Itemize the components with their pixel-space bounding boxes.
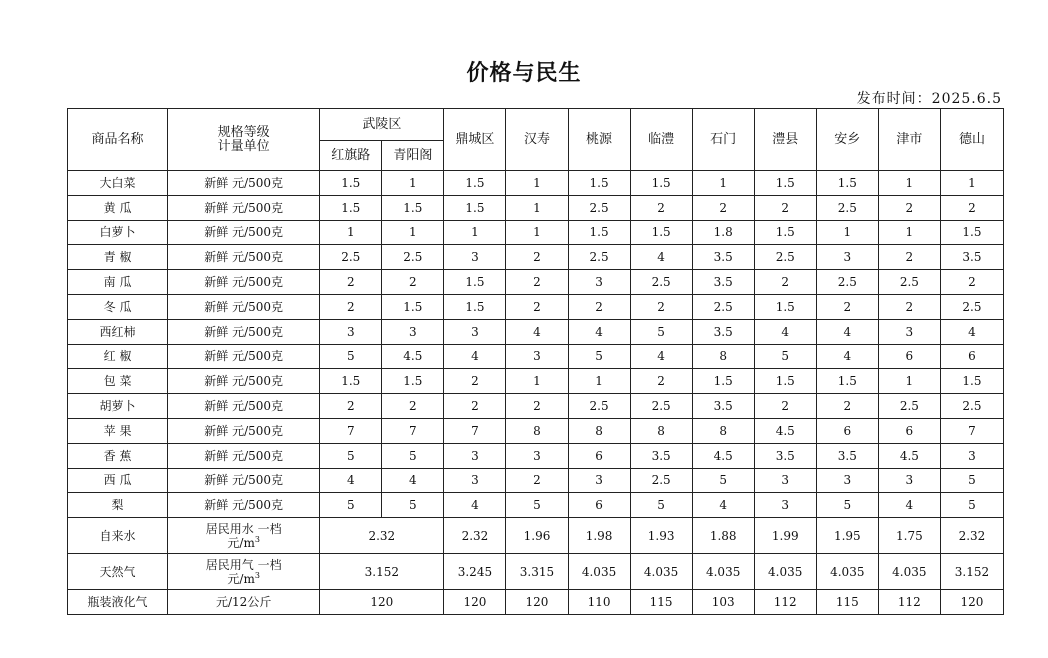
price-cell: 5 — [382, 493, 444, 518]
spec-cell: 新鲜 元/500克 — [168, 369, 320, 394]
price-cell: 1.5 — [754, 294, 816, 319]
price-cell: 3 — [444, 443, 506, 468]
header-district: 汉寿 — [506, 109, 568, 171]
price-cell: 3 — [444, 319, 506, 344]
price-cell: 6 — [568, 493, 630, 518]
price-cell: 8 — [692, 418, 754, 443]
price-cell: 4 — [444, 493, 506, 518]
spec-unit: 元/m — [227, 535, 255, 550]
price-cell: 3 — [444, 245, 506, 270]
price-cell: 3 — [320, 319, 382, 344]
product-name-cell: 红 椒 — [68, 344, 168, 369]
header-district: 德山 — [940, 109, 1003, 171]
header-district: 桃源 — [568, 109, 630, 171]
price-cell: 1.5 — [816, 171, 878, 196]
price-cell: 3 — [940, 443, 1003, 468]
spec-unit: 元/m — [227, 571, 255, 586]
price-cell: 4 — [630, 245, 692, 270]
price-cell: 2 — [816, 294, 878, 319]
table-row — [68, 344, 1004, 369]
price-cell: 1 — [816, 220, 878, 245]
price-cell: 1.93 — [630, 518, 692, 554]
price-cell: 1.5 — [382, 294, 444, 319]
price-cell: 4.035 — [568, 554, 630, 590]
price-cell: 3.5 — [692, 394, 754, 419]
price-cell: 7 — [940, 418, 1003, 443]
price-cell: 2 — [754, 270, 816, 295]
price-cell: 2 — [816, 394, 878, 419]
price-cell: 7 — [444, 418, 506, 443]
spec-cell: 新鲜 元/500克 — [168, 294, 320, 319]
header-district: 澧县 — [754, 109, 816, 171]
price-cell: 2 — [940, 270, 1003, 295]
price-cell: 2 — [444, 369, 506, 394]
spec-cell: 新鲜 元/500克 — [168, 468, 320, 493]
product-name-cell: 胡萝卜 — [68, 394, 168, 419]
price-cell: 2.5 — [878, 270, 940, 295]
price-cell: 3 — [754, 468, 816, 493]
price-cell: 1 — [568, 369, 630, 394]
price-cell: 1.88 — [692, 518, 754, 554]
price-cell: 2 — [568, 294, 630, 319]
price-cell: 5 — [320, 443, 382, 468]
price-cell: 1.5 — [940, 220, 1003, 245]
product-name-cell: 瓶装液化气 — [68, 590, 168, 615]
table-row — [68, 220, 1004, 245]
price-cell: 5 — [506, 493, 568, 518]
price-cell: 3 — [444, 468, 506, 493]
price-cell: 4 — [320, 468, 382, 493]
price-cell: 5 — [692, 468, 754, 493]
price-cell: 8 — [692, 344, 754, 369]
header-district: 津市 — [878, 109, 940, 171]
price-cell: 3 — [568, 468, 630, 493]
price-cell: 112 — [754, 590, 816, 615]
price-cell: 4 — [816, 344, 878, 369]
table-row — [68, 468, 1004, 493]
price-cell: 1.98 — [568, 518, 630, 554]
price-cell: 2 — [940, 195, 1003, 220]
table-row — [68, 245, 1004, 270]
price-cell: 4 — [940, 319, 1003, 344]
header-hongqi: 红旗路 — [320, 141, 382, 171]
product-name-cell: 梨 — [68, 493, 168, 518]
price-cell: 6 — [816, 418, 878, 443]
spec-unit-exponent: 3 — [254, 570, 260, 580]
price-cell: 2.5 — [568, 195, 630, 220]
price-cell: 3.152 — [320, 554, 444, 590]
header-district: 鼎城区 — [444, 109, 506, 171]
header-district: 临澧 — [630, 109, 692, 171]
price-cell: 1 — [320, 220, 382, 245]
price-cell: 1 — [506, 220, 568, 245]
price-cell: 1.5 — [382, 369, 444, 394]
header-wuling: 武陵区 — [320, 109, 444, 141]
price-cell: 5 — [816, 493, 878, 518]
price-cell: 3 — [506, 443, 568, 468]
header-spec — [168, 109, 320, 171]
price-cell: 1.5 — [320, 195, 382, 220]
price-cell: 1.5 — [568, 171, 630, 196]
price-cell: 1 — [940, 171, 1003, 196]
header-spec-line1: 规格等级 — [217, 124, 270, 140]
price-cell: 2 — [506, 394, 568, 419]
price-cell: 120 — [506, 590, 568, 615]
price-cell: 2.5 — [320, 245, 382, 270]
price-table — [67, 108, 1004, 615]
price-cell: 5 — [320, 344, 382, 369]
table-row — [68, 418, 1004, 443]
price-cell: 1.75 — [878, 518, 940, 554]
price-cell: 3.5 — [754, 443, 816, 468]
product-name-cell: 青 椒 — [68, 245, 168, 270]
price-cell: 5 — [940, 468, 1003, 493]
price-cell: 1 — [382, 171, 444, 196]
spec-line1: 居民用水 一档 — [205, 521, 282, 536]
price-cell: 3 — [382, 319, 444, 344]
price-cell: 2 — [320, 294, 382, 319]
price-cell: 2 — [630, 294, 692, 319]
price-cell: 2.5 — [940, 294, 1003, 319]
price-cell: 1.5 — [320, 171, 382, 196]
price-cell: 115 — [630, 590, 692, 615]
header-product-name: 商品名称 — [68, 109, 168, 171]
price-cell: 2 — [320, 270, 382, 295]
price-cell: 4.5 — [878, 443, 940, 468]
price-cell: 3.315 — [506, 554, 568, 590]
price-cell: 2.5 — [816, 270, 878, 295]
product-name-cell: 西红柿 — [68, 319, 168, 344]
product-name-cell: 西 瓜 — [68, 468, 168, 493]
price-cell: 120 — [444, 590, 506, 615]
price-cell: 2 — [692, 195, 754, 220]
table-row — [68, 394, 1004, 419]
price-cell: 1.5 — [630, 171, 692, 196]
price-cell: 7 — [320, 418, 382, 443]
price-cell: 1.95 — [816, 518, 878, 554]
price-cell: 1.5 — [816, 369, 878, 394]
spec-cell: 元/12公斤 — [168, 590, 320, 615]
price-cell: 1.5 — [444, 294, 506, 319]
price-cell: 2 — [506, 468, 568, 493]
price-cell: 1.5 — [692, 369, 754, 394]
spec-cell: 新鲜 元/500克 — [168, 220, 320, 245]
price-cell: 112 — [878, 590, 940, 615]
price-cell: 4 — [816, 319, 878, 344]
price-cell: 1.5 — [754, 171, 816, 196]
price-cell: 2.5 — [878, 394, 940, 419]
product-name-cell: 苹 果 — [68, 418, 168, 443]
price-cell: 1 — [506, 369, 568, 394]
price-cell: 2 — [506, 270, 568, 295]
price-cell: 6 — [878, 344, 940, 369]
price-cell: 1 — [506, 195, 568, 220]
price-cell: 2.5 — [816, 195, 878, 220]
price-cell: 5 — [320, 493, 382, 518]
price-cell: 2.5 — [630, 468, 692, 493]
price-cell: 3.245 — [444, 554, 506, 590]
price-cell: 4 — [382, 468, 444, 493]
price-cell: 3.152 — [940, 554, 1003, 590]
price-cell: 3 — [816, 245, 878, 270]
price-cell: 3.5 — [630, 443, 692, 468]
price-cell: 4.035 — [816, 554, 878, 590]
price-cell: 2.5 — [382, 245, 444, 270]
price-cell: 2 — [444, 394, 506, 419]
price-cell: 1 — [382, 220, 444, 245]
product-name-cell: 白萝卜 — [68, 220, 168, 245]
price-cell: 3.5 — [692, 270, 754, 295]
header-spec-line2: 计量单位 — [217, 138, 270, 154]
price-cell: 5 — [940, 493, 1003, 518]
product-name-cell: 自来水 — [68, 518, 168, 554]
spec-cell: 新鲜 元/500克 — [168, 195, 320, 220]
price-cell: 2.5 — [940, 394, 1003, 419]
price-cell: 1.5 — [382, 195, 444, 220]
price-cell: 1.5 — [754, 369, 816, 394]
price-cell: 2 — [506, 294, 568, 319]
price-cell: 2 — [878, 294, 940, 319]
price-cell: 2 — [506, 245, 568, 270]
spec-cell: 新鲜 元/500克 — [168, 344, 320, 369]
price-cell: 2.5 — [754, 245, 816, 270]
spec-cell: 新鲜 元/500克 — [168, 394, 320, 419]
product-name-cell: 香 蕉 — [68, 443, 168, 468]
product-name-cell: 天然气 — [68, 554, 168, 590]
price-cell: 1.5 — [940, 369, 1003, 394]
price-cell: 3 — [816, 468, 878, 493]
product-name-cell: 冬 瓜 — [68, 294, 168, 319]
spec-cell: 新鲜 元/500克 — [168, 171, 320, 196]
table-row — [68, 590, 1004, 615]
spec-cell: 新鲜 元/500克 — [168, 493, 320, 518]
price-cell: 1.8 — [692, 220, 754, 245]
price-cell: 110 — [568, 590, 630, 615]
price-cell: 4.035 — [754, 554, 816, 590]
header-district: 安乡 — [816, 109, 878, 171]
product-name-cell: 大白菜 — [68, 171, 168, 196]
price-cell: 4.035 — [692, 554, 754, 590]
price-cell: 2.32 — [320, 518, 444, 554]
table-row — [68, 195, 1004, 220]
price-cell: 2 — [878, 245, 940, 270]
table-row — [68, 319, 1004, 344]
price-cell: 1 — [878, 220, 940, 245]
price-cell: 4 — [692, 493, 754, 518]
spec-line1: 居民用气 一档 — [205, 557, 282, 572]
price-cell: 1.99 — [754, 518, 816, 554]
header-district: 石门 — [692, 109, 754, 171]
price-cell: 1 — [506, 171, 568, 196]
price-cell: 3.5 — [692, 319, 754, 344]
table-row — [68, 443, 1004, 468]
spec-cell — [168, 554, 320, 590]
price-cell: 2 — [754, 394, 816, 419]
price-cell: 2.5 — [568, 245, 630, 270]
publish-date: 发布时间：2025.6.5 — [856, 91, 1002, 107]
price-cell: 1 — [692, 171, 754, 196]
price-cell: 5 — [568, 344, 630, 369]
price-cell: 2.5 — [630, 270, 692, 295]
price-cell: 1.5 — [444, 270, 506, 295]
price-cell: 1 — [878, 171, 940, 196]
price-cell: 4.5 — [754, 418, 816, 443]
price-cell: 3.5 — [816, 443, 878, 468]
price-cell: 1.5 — [754, 220, 816, 245]
price-cell: 5 — [630, 319, 692, 344]
price-cell: 2.5 — [568, 394, 630, 419]
price-cell: 1.5 — [444, 195, 506, 220]
table-row — [68, 493, 1004, 518]
price-cell: 115 — [816, 590, 878, 615]
price-cell: 1 — [878, 369, 940, 394]
header-qingyang: 青阳阁 — [382, 141, 444, 171]
price-cell: 2.32 — [444, 518, 506, 554]
spec-cell: 新鲜 元/500克 — [168, 418, 320, 443]
spec-cell: 新鲜 元/500克 — [168, 270, 320, 295]
price-cell: 3 — [754, 493, 816, 518]
product-name-cell: 南 瓜 — [68, 270, 168, 295]
spec-cell: 新鲜 元/500克 — [168, 319, 320, 344]
product-name-cell: 黄 瓜 — [68, 195, 168, 220]
table-row — [68, 171, 1004, 196]
price-cell: 4 — [878, 493, 940, 518]
price-cell: 103 — [692, 590, 754, 615]
price-cell: 2.5 — [692, 294, 754, 319]
spec-unit-exponent: 3 — [254, 534, 260, 544]
spec-cell — [168, 518, 320, 554]
price-cell: 4.035 — [630, 554, 692, 590]
price-cell: 3.5 — [940, 245, 1003, 270]
price-cell: 4 — [754, 319, 816, 344]
price-cell: 1.5 — [444, 171, 506, 196]
price-cell: 2 — [630, 369, 692, 394]
price-cell: 4.035 — [878, 554, 940, 590]
price-cell: 1.96 — [506, 518, 568, 554]
price-cell: 3 — [568, 270, 630, 295]
table-row — [68, 270, 1004, 295]
table-row — [68, 369, 1004, 394]
price-cell: 2 — [878, 195, 940, 220]
price-cell: 120 — [940, 590, 1003, 615]
price-cell: 6 — [568, 443, 630, 468]
price-cell: 3 — [878, 468, 940, 493]
spec-cell: 新鲜 元/500克 — [168, 443, 320, 468]
price-cell: 1.5 — [320, 369, 382, 394]
price-cell: 5 — [754, 344, 816, 369]
price-cell: 4 — [568, 319, 630, 344]
price-cell: 5 — [382, 443, 444, 468]
price-cell: 2.5 — [630, 394, 692, 419]
price-cell: 2 — [382, 270, 444, 295]
price-cell: 3 — [878, 319, 940, 344]
price-cell: 1.5 — [568, 220, 630, 245]
price-cell: 3.5 — [692, 245, 754, 270]
spec-cell: 新鲜 元/500克 — [168, 245, 320, 270]
table-row — [68, 518, 1004, 554]
price-cell: 6 — [878, 418, 940, 443]
price-cell: 7 — [382, 418, 444, 443]
price-cell: 120 — [320, 590, 444, 615]
price-cell: 4 — [506, 319, 568, 344]
price-cell: 1.5 — [630, 220, 692, 245]
price-cell: 2 — [382, 394, 444, 419]
price-cell: 2 — [320, 394, 382, 419]
price-cell: 4.5 — [692, 443, 754, 468]
table-row — [68, 294, 1004, 319]
price-cell: 2 — [630, 195, 692, 220]
price-cell: 2 — [754, 195, 816, 220]
price-cell: 4 — [444, 344, 506, 369]
price-cell: 3 — [506, 344, 568, 369]
page-title: 价格与民生 — [466, 61, 582, 86]
price-cell: 4.5 — [382, 344, 444, 369]
table-row — [68, 554, 1004, 590]
price-cell: 5 — [630, 493, 692, 518]
price-cell: 8 — [568, 418, 630, 443]
price-cell: 2.32 — [940, 518, 1003, 554]
price-cell: 6 — [940, 344, 1003, 369]
price-cell: 8 — [506, 418, 568, 443]
price-cell: 1 — [444, 220, 506, 245]
price-cell: 8 — [630, 418, 692, 443]
price-cell: 4 — [630, 344, 692, 369]
price-table-body — [68, 171, 1004, 615]
product-name-cell: 包 菜 — [68, 369, 168, 394]
